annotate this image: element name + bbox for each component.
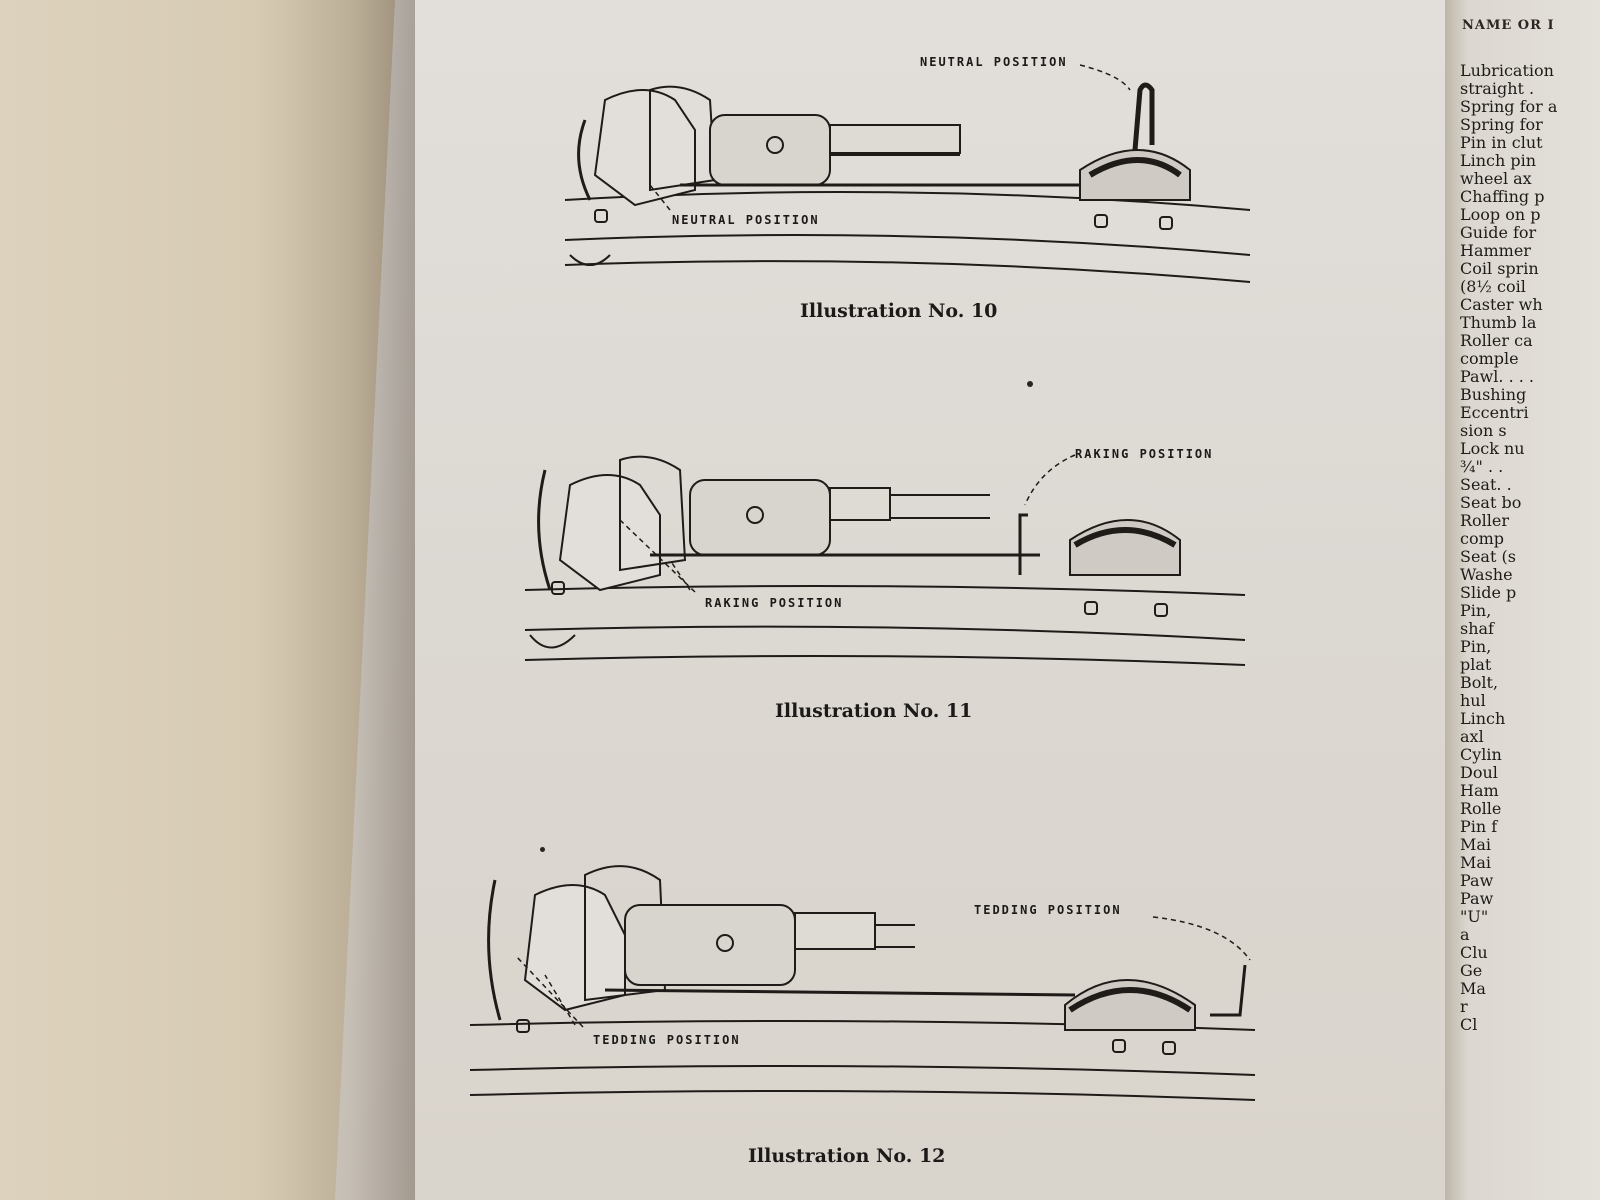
parts-list-item: Bushing <box>1460 385 1527 404</box>
parts-list-item: comp <box>1460 529 1505 548</box>
page-fold-shadow <box>255 0 415 1200</box>
parts-list-item: Pin in clut <box>1460 133 1543 152</box>
parts-list-item: Linch pin <box>1460 151 1537 170</box>
parts-list-item: Ma <box>1460 979 1486 998</box>
parts-list-item: Loop on p <box>1460 205 1541 224</box>
parts-list-item: Slide p <box>1460 583 1517 602</box>
parts-list-item: Pin, <box>1460 601 1492 620</box>
parts-list-item: Ham <box>1460 781 1499 800</box>
parts-list-item: Mai <box>1460 835 1492 854</box>
parts-list-item: Seat. . <box>1460 475 1512 494</box>
parts-list-item: Eccentri <box>1460 403 1529 422</box>
parts-list-item: Doul <box>1460 763 1498 782</box>
parts-list-item: Seat bo <box>1460 493 1522 512</box>
parts-list-item: wheel ax <box>1460 169 1532 188</box>
illustration-10-clutch-callout: NEUTRAL POSITION <box>672 213 820 227</box>
parts-list-item: Lock nu <box>1460 439 1525 458</box>
illustration-12-caption: Illustration No. 12 <box>748 1145 946 1167</box>
parts-list-item: Ge <box>1460 961 1483 980</box>
parts-list-item: Pin, <box>1460 637 1492 656</box>
illustration-11-lever-callout: RAKING POSITION <box>1075 447 1214 461</box>
parts-list-item: Linch <box>1460 709 1506 728</box>
parts-list-item: a <box>1460 925 1470 944</box>
right-page-header: NAME OR I <box>1462 18 1555 33</box>
parts-list-item: Washe <box>1460 565 1513 584</box>
parts-list-item: Paw <box>1460 871 1494 890</box>
parts-list-item: hul <box>1460 691 1486 710</box>
parts-list-item: Lubrication <box>1460 62 1554 80</box>
ink-spot <box>540 847 545 852</box>
illustration-10-lever-callout: NEUTRAL POSITION <box>920 55 1068 69</box>
illustration-11-clutch-callout: RAKING POSITION <box>705 596 844 610</box>
parts-list-item: (8½ coil <box>1460 277 1526 296</box>
parts-list-item: "U" <box>1460 907 1489 926</box>
parts-list-item: plat <box>1460 655 1492 674</box>
parts-list-item: Roller <box>1460 511 1510 530</box>
parts-list-item: Coil sprin <box>1460 259 1539 278</box>
parts-list-item: Thumb la <box>1460 313 1537 332</box>
parts-list-item: comple <box>1460 349 1519 368</box>
parts-list-item: Mai <box>1460 853 1492 872</box>
illustration-11-drawing <box>520 430 1260 670</box>
illustration-12-clutch-callout: TEDDING POSITION <box>593 1033 741 1047</box>
parts-list-item: straight . <box>1460 79 1535 98</box>
parts-list-item: axl <box>1460 727 1484 746</box>
parts-list-item: Spring for a <box>1460 97 1558 116</box>
illustration-12-drawing <box>465 855 1265 1105</box>
parts-list-item: sion s <box>1460 421 1507 440</box>
parts-list-item: Pin f <box>1460 817 1498 836</box>
parts-list-item: Cl <box>1460 1015 1478 1034</box>
parts-list <box>1460 62 1600 1034</box>
parts-list-item: Chaffing p <box>1460 187 1545 206</box>
parts-list-item: shaf <box>1460 619 1494 638</box>
parts-list-item: Pawl. . . . <box>1460 367 1534 386</box>
parts-list-item: Roller ca <box>1460 331 1533 350</box>
illustration-10-drawing <box>560 60 1260 300</box>
parts-list-item: ¾" . . <box>1460 457 1504 476</box>
parts-list-item: Paw <box>1460 889 1494 908</box>
parts-list-item: Seat (s <box>1460 547 1516 566</box>
illustration-12-lever-callout: TEDDING POSITION <box>974 903 1122 917</box>
parts-list-item: Bolt, <box>1460 673 1499 692</box>
parts-list-item: Cylin <box>1460 745 1502 764</box>
illustration-11-caption: Illustration No. 11 <box>775 700 973 722</box>
illustration-10-caption: Illustration No. 10 <box>800 300 998 322</box>
parts-list-item: Clu <box>1460 943 1488 962</box>
parts-list-item: Caster wh <box>1460 295 1543 314</box>
parts-list-item: Rolle <box>1460 799 1502 818</box>
parts-list-item: Hammer <box>1460 241 1531 260</box>
parts-list-item: r <box>1460 997 1468 1016</box>
parts-list-item: Spring for <box>1460 115 1543 134</box>
parts-list-item: Guide for <box>1460 223 1537 242</box>
ink-spot <box>1027 381 1033 387</box>
